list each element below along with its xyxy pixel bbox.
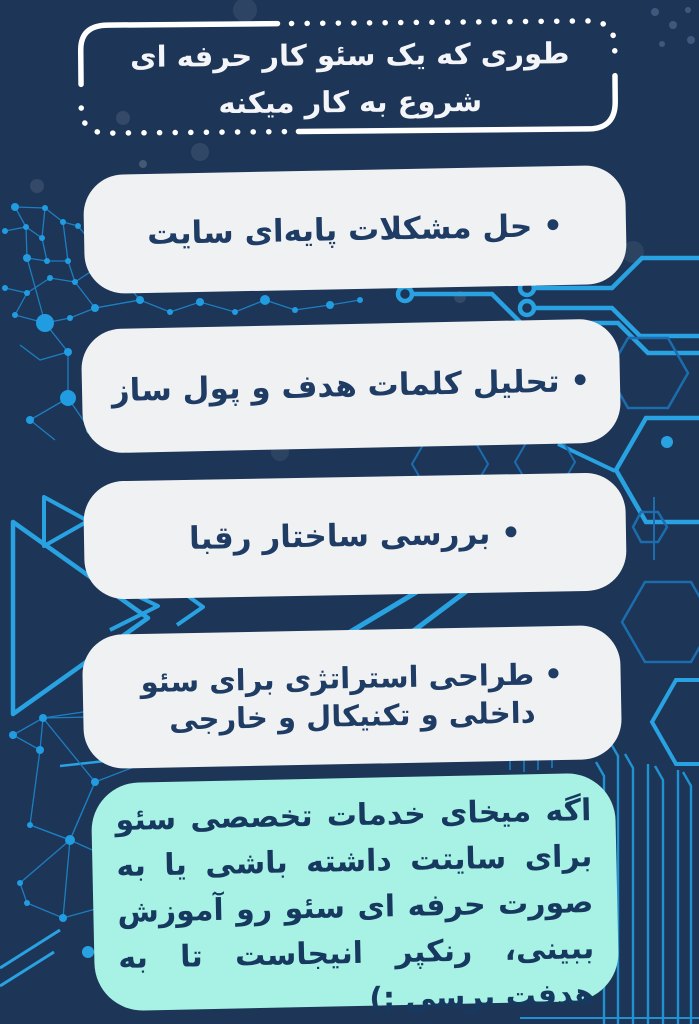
poster-title-line1: طوری که یک سئو کار حرفه ای	[129, 36, 570, 74]
cta-card	[91, 773, 620, 1017]
cta-text: اگه میخای خدمات تخصصی سئو برای سایتت داشته باشی یا به صورت حرفه ای سئو رو آموزش ببینی، رنکپر انیجاست تا به هدفت برسی ;)	[115, 793, 596, 1017]
poster-title	[77, 18, 622, 141]
step-label-3: • بررسی ساختار رقبا	[188, 515, 522, 557]
step-label-2: • تحلیل کلمات هدف و پول ساز	[111, 362, 591, 410]
step-label-4: • طراحی استراتژی برای سئو داخلی و تکنیکال و خارجی	[140, 656, 564, 737]
step-label-1: • حل مشکلات پایه‌ای سایت	[146, 207, 564, 252]
step-card-3	[83, 472, 627, 599]
corner-dots-decoration	[651, 7, 695, 47]
step-card-1	[83, 165, 627, 294]
poster-title-line2: شروع به کار میکنه	[218, 83, 483, 121]
step-card-4	[82, 625, 622, 769]
title-frame	[77, 18, 622, 141]
step-card-2	[81, 318, 621, 453]
